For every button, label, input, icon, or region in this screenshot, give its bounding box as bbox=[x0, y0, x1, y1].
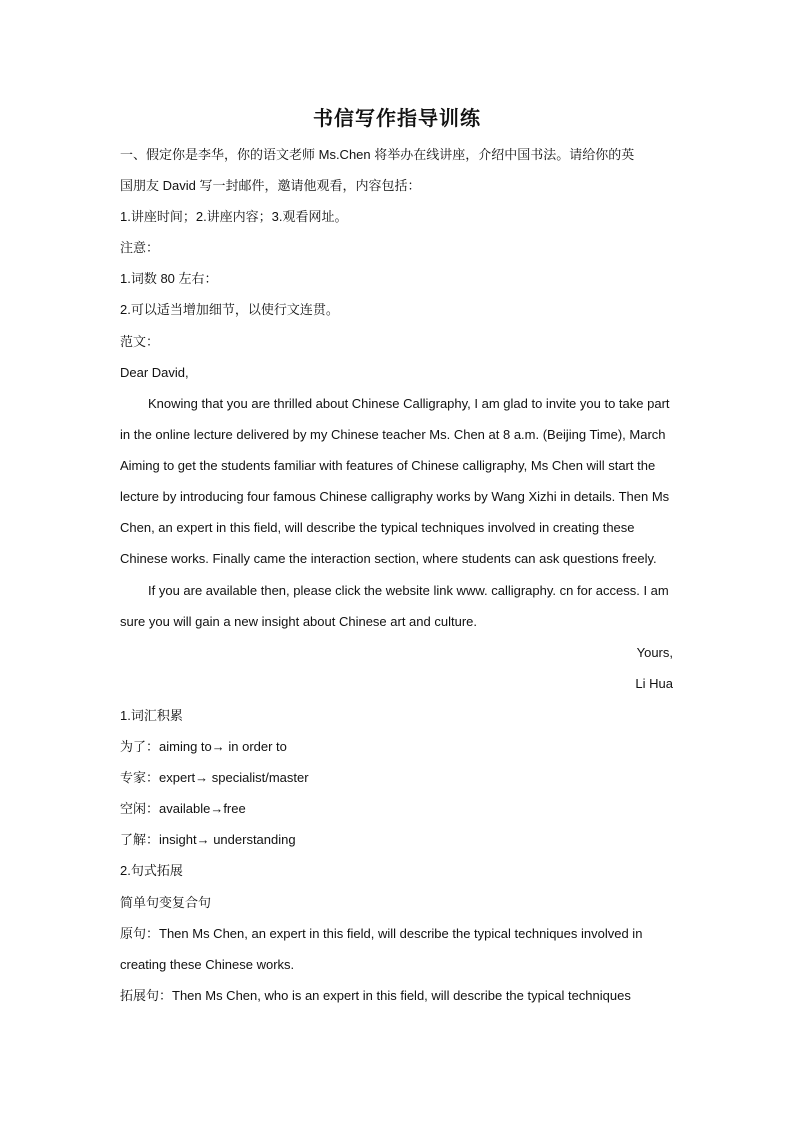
task-line-1: 一、假定你是李华，你的语文老师 Ms.Chen 将举办在线讲座，介绍中国书法。请给你的英 bbox=[120, 147, 635, 162]
vocab-item: 空闲：available→free bbox=[120, 801, 246, 816]
vocab-item: 了解：insight→ understanding bbox=[120, 832, 296, 847]
letter-paragraph-1-line: Chinese works. Finally came the interaction section, where students can ask questions freely. bbox=[120, 551, 657, 566]
expanded-sentence-line: 拓展句：Then Ms Chen, who is an expert in this field, will describe the typical techniques bbox=[120, 988, 631, 1003]
letter-paragraph-1-line: in the online lecture delivered by my Chinese teacher Ms. Chen at 8 a.m. (Beijing Time), March bbox=[120, 427, 666, 442]
letter-paragraph-1-line: lecture by introducing four famous Chinese calligraphy works by Wang Xizhi in details. Then Ms bbox=[120, 489, 670, 504]
letter-paragraph-2-line: sure you will gain a new insight about Chinese art and culture. bbox=[120, 614, 477, 629]
letter-paragraph-1-line: Chen, an expert in this field, will describe the typical techniques involved in creating these bbox=[120, 520, 635, 535]
task-line-2: 国朋友 David 写一封邮件，邀请他观看，内容包括： bbox=[120, 178, 421, 193]
note-item-1: 1.词数 80 左右： bbox=[120, 271, 218, 286]
page-title: 书信写作指导训练 bbox=[313, 106, 481, 130]
model-label: 范文： bbox=[120, 334, 160, 349]
syntax-subheading: 简单句变复合句 bbox=[120, 895, 212, 910]
note-heading: 注意： bbox=[120, 240, 160, 255]
vocab-item: 为了：aiming to→ in order to bbox=[120, 739, 287, 754]
vocab-heading: 1.词汇积累 bbox=[120, 708, 183, 723]
original-sentence-line: 原句：Then Ms Chen, an expert in this field, will describe the typical techniques involved in bbox=[120, 926, 643, 941]
task-points: 1.讲座时间；2.讲座内容；3.观看网址。 bbox=[120, 209, 348, 224]
original-sentence-line: creating these Chinese works. bbox=[120, 957, 295, 972]
note-item-2: 2.可以适当增加细节，以使行文连贯。 bbox=[120, 302, 339, 317]
letter-closing: Yours, bbox=[636, 645, 673, 660]
letter-greeting: Dear David, bbox=[120, 365, 189, 380]
letter-paragraph-1-line: Aiming to get the students familiar with features of Chinese calligraphy, Ms Chen will start the bbox=[120, 458, 656, 473]
syntax-heading: 2.句式拓展 bbox=[120, 863, 183, 878]
letter-paragraph-2-line: If you are available then, please click the website link www. calligraphy. cn for access. I am bbox=[148, 583, 669, 598]
vocab-item: 专家：expert→ specialist/master bbox=[120, 770, 309, 785]
letter-paragraph-1-line: Knowing that you are thrilled about Chinese Calligraphy, I am glad to invite you to take part bbox=[148, 396, 670, 411]
letter-signature: Li Hua bbox=[635, 676, 673, 691]
